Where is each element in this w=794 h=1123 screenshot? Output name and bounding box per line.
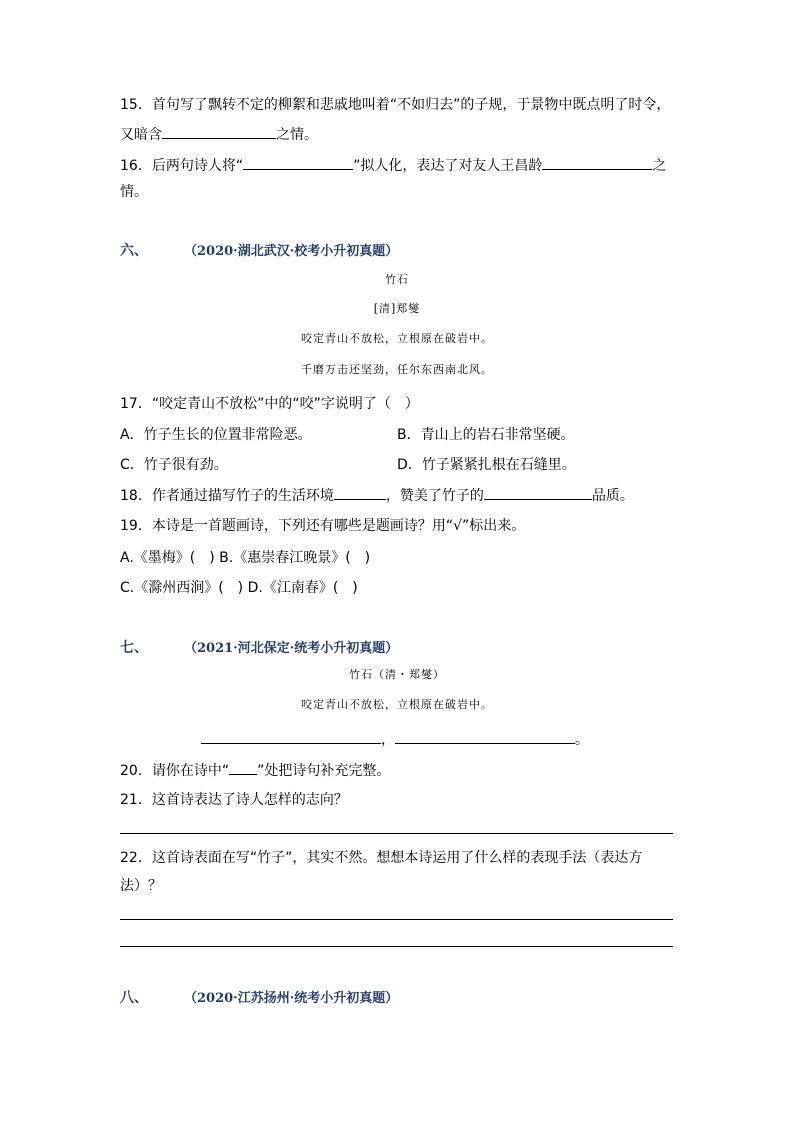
q18-line [120, 485, 634, 506]
q16-line2: 情。 [120, 184, 148, 200]
q21-stem: 21．这首诗表达了诗人怎样的志向？ [120, 792, 348, 808]
q17-option-a[interactable]: A．竹子生长的位置非常险恶。 [120, 427, 312, 443]
q22-line1: 22．这首诗表面在写“竹子”，其实不然。想想本诗运用了什么样的表现手法（表达方 [120, 850, 643, 866]
q18-answer-blank-2[interactable] [484, 485, 592, 500]
q20-text-b: ”处把诗句补充完整。 [257, 763, 391, 779]
q18-text-c: 品质。 [591, 488, 634, 504]
poem-7-fill-line [201, 729, 589, 750]
section-7-header [120, 637, 398, 657]
q15-answer-blank[interactable] [162, 124, 276, 139]
q18-text-a: 18．作者通过描写竹子的生活环境 [120, 488, 334, 504]
section-8-header [120, 987, 398, 1007]
section-6-source: （2020·湖北武汉·校考小升初真题） [184, 244, 399, 259]
section-8-number: 八、 [120, 990, 148, 1006]
poem-6-line1: 咬定青山不放松，立根原在破岩中。 [301, 332, 493, 345]
poem-6-author: [清]郑燮 [373, 302, 421, 315]
section-6-header [120, 240, 398, 260]
q15-text-b: 之情。 [276, 127, 318, 143]
poem-7-comma: ， [381, 732, 395, 748]
q16-text-b: ”拟人化，表达了对友人王昌龄 [353, 158, 543, 174]
q22-answer-line-2[interactable] [120, 946, 673, 947]
poem-7-blank-2[interactable] [395, 729, 575, 744]
q22-line2: 法）？ [120, 878, 162, 894]
section-7-source: （2021·河北保定·统考小升初真题） [184, 641, 399, 656]
q19-options-row2[interactable]: C.《滁州西涧》( ) D.《江南春》( ) [120, 580, 358, 596]
section-8-source: （2020·江苏扬州·统考小升初真题） [184, 991, 399, 1006]
q19-options-row1[interactable]: A.《墨梅》( ) B.《惠崇春江晚景》( ) [120, 550, 371, 566]
poem-7-period: 。 [575, 732, 589, 748]
q17-option-b[interactable]: B．青山上的岩石非常坚硬。 [397, 427, 575, 443]
q15-text-a: 又暗含 [120, 127, 162, 143]
poem-6-line2: 千磨万击还坚劲，任尔东西南北风。 [301, 363, 493, 376]
q18-answer-blank-1[interactable] [334, 485, 386, 500]
q16-answer-blank-2[interactable] [542, 155, 652, 170]
poem-7-title: 竹石（清・郑燮） [349, 668, 445, 681]
section-6-number: 六、 [120, 243, 148, 259]
q20-blank-marker [229, 760, 257, 775]
q20-text-a: 20．请你在诗中“ [120, 763, 230, 779]
q16-text-a: 16．后两句诗人将“ [120, 158, 244, 174]
q21-answer-line[interactable] [120, 833, 673, 834]
q22-answer-line-1[interactable] [120, 919, 673, 920]
q18-text-b: ，赞美了竹子的 [385, 488, 484, 504]
section-7-number: 七、 [120, 640, 148, 656]
poem-6-title: 竹石 [385, 273, 409, 286]
q19-stem: 19．本诗是一首题画诗，下列还有哪些是题画诗？用“√”标出来。 [120, 518, 526, 534]
q17-option-c[interactable]: C．竹子很有劲。 [120, 457, 228, 473]
q16-line1 [120, 155, 666, 176]
poem-7-blank-1[interactable] [201, 729, 381, 744]
q16-answer-blank-1[interactable] [243, 155, 353, 170]
q16-text-c: 之 [652, 158, 667, 174]
q17-option-d[interactable]: D．竹子紧紧扎根在石缝里。 [397, 457, 576, 473]
q15-line2 [120, 124, 318, 145]
poem-7-line1: 咬定青山不放松，立根原在破岩中。 [301, 698, 493, 711]
q20-line [120, 760, 390, 781]
q17-stem: 17．“咬定青山不放松”中的“咬”字说明了（ ） [120, 396, 419, 412]
q15-line1: 15．首句写了飘转不定的柳絮和悲戚地叫着“不如归去”的子规，于景物中既点明了时令， [120, 97, 671, 113]
